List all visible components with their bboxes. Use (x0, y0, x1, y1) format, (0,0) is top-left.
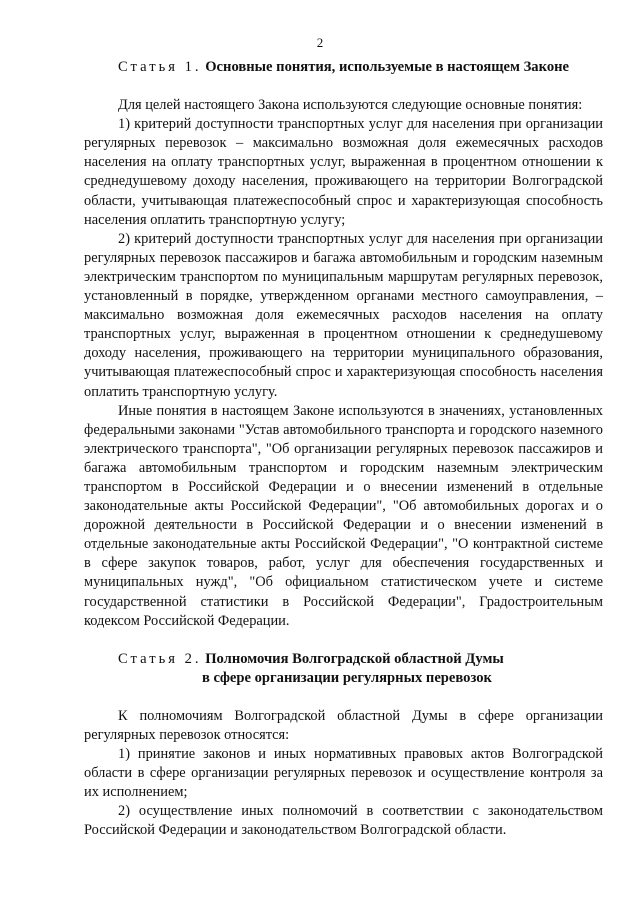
article-1-item-1: 1) критерий доступности транспортных услуг для населения при организации регулярных перевозок – максимально возможная доля ежемесячных расходов населения на оплату транспортных услуг, выраженная в процентном отношении к среднедушевому доходу населения, проживающего на территории Волгоградской области, учитывающая платежеспособный спрос и характеризующая способность населения оплатить транспортную услугу; (84, 116, 603, 228)
article-1-title: Основные понятия, используемые в настоящем Законе (205, 59, 569, 75)
document-body (84, 58, 603, 841)
article-2-item-1: 1) принятие законов и иных нормативных правовых актов Волгоградской области в сфере организации регулярных перевозок и осуществление контроля за их исполнением; (84, 746, 603, 801)
article-2-prefix: Статья 2. (118, 650, 202, 667)
article-2-heading (84, 650, 603, 688)
article-1-heading (84, 58, 603, 77)
article-1-intro: Для целей настоящего Закона используются следующие основные понятия: (118, 97, 583, 114)
article-2-title-line-2: в сфере организации регулярных перевозок (202, 669, 492, 686)
article-1-item-2: 2) критерий доступности транспортных услуг для населения при организации регулярных перевозок пассажиров и багажа автомобильным и городским наземным электрическим транспортом по муниципальным маршрутам регулярных перевозок, установленный в порядке, утвержденном органами местного самоуправления, – максимально возможная доля ежемесячных расходов населения на оплату транспортных услуг, выраженная в процентном отношении к среднедушевому доходу населения, проживающего на территории муниципального образования, учитывающая платежеспособный спрос и характеризующая способность населения оплатить транспортную услугу. (84, 230, 603, 400)
article-1-other-terms: Иные понятия в настоящем Законе используются в значениях, установленных федеральными законами "Устав автомобильного транспорта и городского наземного электрического транспорта", "Об организации регулярных перевозок пассажиров и багажа автомобильным транспортом и городским наземным электрическим транспортом в Российской Федерации и о внесении изменений в отдельные законодательные акты Российской Федерации", "Об автомобильных дорогах и о дорожной деятельности в Российской Федерации и о внесении изменений в отдельные законодательные акты Российской Федерации", "О контрактной системе в сфере закупок товаров, работ, услуг для обеспечения государственных и муниципальных нужд", "Об официальном статистическом учете и системе государственной статистики в Российской Федерации", Градостроительным кодексом Российской Федерации. (84, 402, 603, 629)
article-2-item-2: 2) осуществление иных полномочий в соответствии с законодательством Российской Федерации и законодательством Волгоградской области. (84, 803, 603, 839)
article-2-intro: К полномочиям Волгоградской областной Думы в сфере организации регулярных перевозок относятся: (84, 707, 603, 743)
article-1-prefix: Статья 1. (118, 59, 202, 75)
article-2-title-line-1: Полномочия Волгоградской областной Думы (205, 650, 504, 667)
page-number: 2 (316, 35, 324, 50)
